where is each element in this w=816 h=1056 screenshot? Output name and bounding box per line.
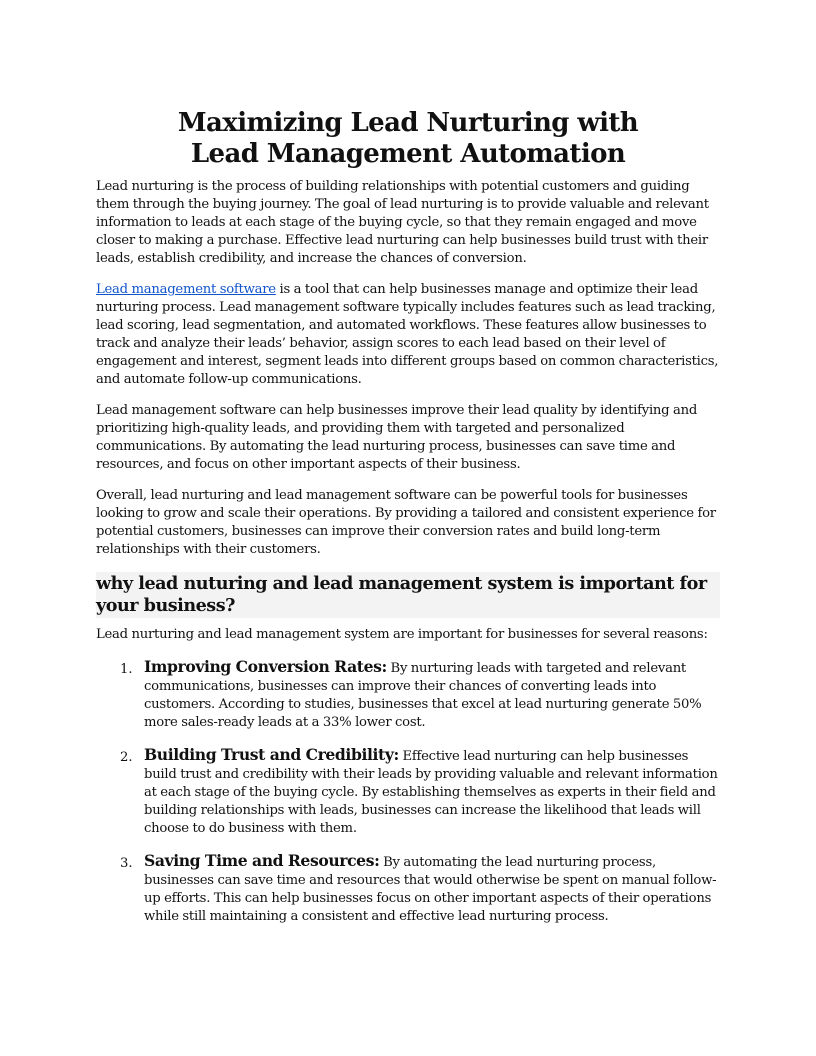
section-heading: why lead nuturing and lead management system is important for your business? — [96, 572, 720, 618]
lead-management-software-link[interactable]: Lead management software — [96, 282, 276, 297]
section-intro-paragraph: Lead nurturing and lead management system are important for businesses for several reasons: — [96, 627, 708, 642]
list-item — [96, 852, 720, 926]
overall-paragraph: Overall, lead nurturing and lead management software can be powerful tools for businesses looking to grow and scale their operations. By providing a tailored and consistent experience for potential customers, businesses can improve their conversion rates and build long-term relationships with their customers. — [96, 488, 716, 557]
list-item — [96, 658, 720, 732]
list-item-text: Effective lead nurturing can help businesses build trust and credibility with their leads by providing valuable and relevant information at each stage of the buying cycle. By establishing themselves as experts in their field and building relationships with leads, businesses can increase the likelihood that leads will choose to do business with them. — [144, 749, 718, 836]
list-item-body — [144, 852, 720, 926]
reasons-list — [96, 658, 720, 926]
list-item-text: By automating the lead nurturing process, businesses can save time and resources that would otherwise be spent on manual follow-up efforts. This can help businesses focus on other important aspects of their operations while still maintaining a consistent and effective lead nurturing process. — [144, 855, 717, 924]
software-paragraph — [96, 281, 720, 389]
software-paragraph-text: is a tool that can help businesses manage and optimize their lead nurturing process. Lead management software typically includes features such as lead tracking, lead scoring, lead segmentation, and automated workflows. These features allow businesses to track and analyze their leads’ behavior, assign scores to each lead based on their level of engagement and interest, segment leads into different groups based on common characteristics, and automate follow-up communications. — [96, 282, 719, 387]
list-item-number: 1. — [120, 662, 133, 677]
list-item — [96, 746, 720, 838]
list-item-title: Building Trust and Credibility: — [144, 745, 399, 764]
list-item-body — [144, 746, 720, 838]
list-item-number: 2. — [120, 750, 133, 765]
intro-paragraph: Lead nurturing is the process of building relationships with potential customers and guiding them through the buying journey. The goal of lead nurturing is to provide valuable and relevant information to leads at each stage of the buying cycle, so that they remain engaged and move closer to making a purchase. Effective lead nurturing can help businesses build trust with their leads, establish credibility, and increase the chances of conversion. — [96, 179, 709, 266]
document-title: Maximizing Lead Nurturing with Lead Management Automation — [177, 108, 639, 169]
quality-paragraph: Lead management software can help businesses improve their lead quality by identifying and prioritizing high-quality leads, and providing them with targeted and personalized communications. By automating the lead nurturing process, businesses can save time and resources, and focus on other important aspects of their business. — [96, 403, 698, 472]
list-item-title: Saving Time and Resources: — [144, 851, 380, 870]
list-item-title: Improving Conversion Rates: — [144, 657, 387, 676]
list-item-text: By nurturing leads with targeted and relevant communications, businesses can improve their chances of converting leads into customers. According to studies, businesses that excel at lead nurturing generate 50% more sales-ready leads at a 33% lower cost. — [144, 661, 702, 730]
list-item-number: 3. — [120, 856, 133, 871]
document-body — [96, 108, 720, 940]
list-item-body — [144, 658, 720, 732]
